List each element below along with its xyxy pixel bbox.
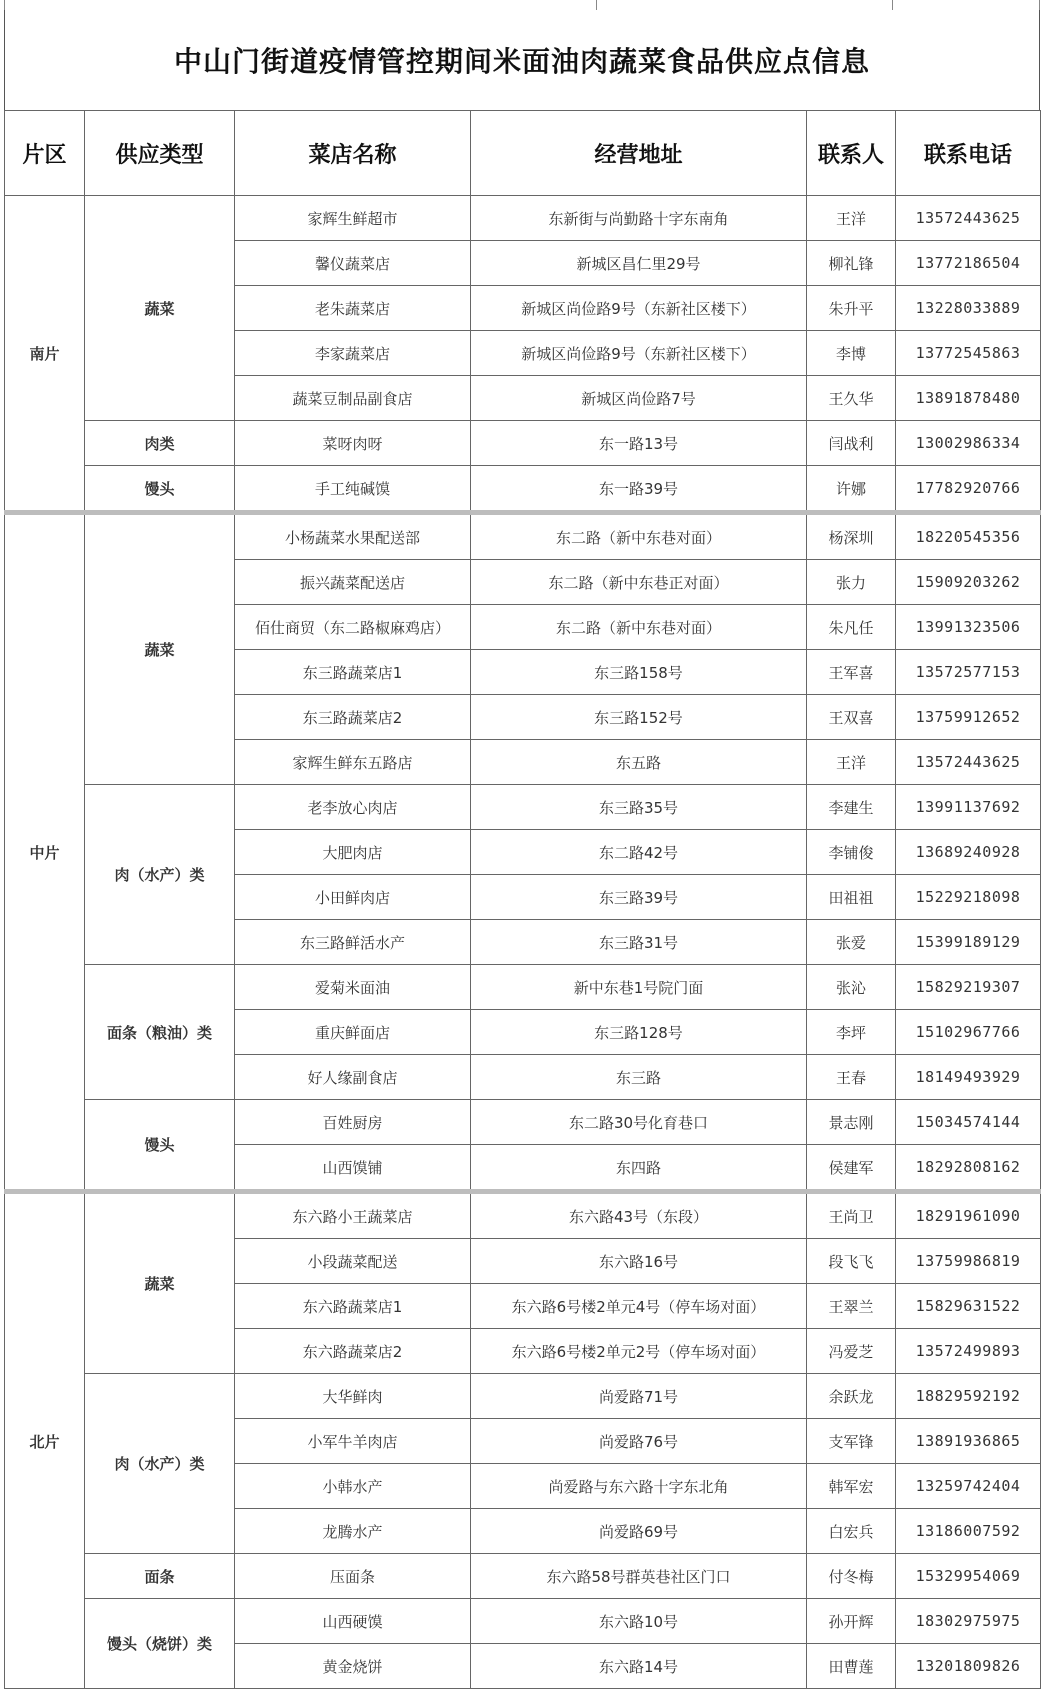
contact-cell: 付冬梅 (807, 1554, 896, 1599)
shop-name-cell: 小杨蔬菜水果配送部 (235, 513, 471, 560)
supply-type-cell: 蔬菜 (85, 196, 235, 421)
shop-name-cell: 手工纯碱馍 (235, 466, 471, 513)
page-title: 中山门街道疫情管控期间米面油肉蔬菜食品供应点信息 (173, 45, 870, 78)
address-cell: 东六路6号楼2单元2号（停车场对面） (471, 1329, 807, 1374)
shop-name-cell: 龙腾水产 (235, 1509, 471, 1554)
table-row (5, 196, 1041, 241)
contact-cell: 支军锋 (807, 1419, 896, 1464)
shop-name-cell: 家辉生鲜超市 (235, 196, 471, 241)
shop-name-cell: 李家蔬菜店 (235, 331, 471, 376)
table-row (5, 1554, 1041, 1599)
table-row (5, 1192, 1041, 1239)
phone-cell: 18829592192 (896, 1374, 1041, 1419)
shop-name-cell: 大肥肉店 (235, 830, 471, 875)
header-shop: 菜店名称 (235, 111, 471, 196)
address-cell: 新城区尚俭路7号 (471, 376, 807, 421)
contact-cell: 余跃龙 (807, 1374, 896, 1419)
shop-name-cell: 山西硬馍 (235, 1599, 471, 1644)
address-cell: 东六路16号 (471, 1239, 807, 1284)
shop-name-cell: 馨仪蔬菜店 (235, 241, 471, 286)
supply-type-cell: 面条 (85, 1554, 235, 1599)
phone-cell: 18220545356 (896, 513, 1041, 560)
contact-cell: 白宏兵 (807, 1509, 896, 1554)
address-cell: 东六路6号楼2单元4号（停车场对面） (471, 1284, 807, 1329)
shop-name-cell: 好人缘副食店 (235, 1055, 471, 1100)
contact-cell: 杨深圳 (807, 513, 896, 560)
phone-cell: 13572577153 (896, 650, 1041, 695)
top-border-tick (596, 0, 597, 10)
supply-type-cell: 馒头（烧饼）类 (85, 1599, 235, 1689)
phone-cell: 13991137692 (896, 785, 1041, 830)
address-cell: 东三路128号 (471, 1010, 807, 1055)
address-cell: 东二路（新中东巷对面） (471, 513, 807, 560)
contact-cell: 李坪 (807, 1010, 896, 1055)
title-box (4, 10, 1040, 110)
shop-name-cell: 东三路蔬菜店2 (235, 695, 471, 740)
phone-cell: 15829631522 (896, 1284, 1041, 1329)
phone-cell: 18302975975 (896, 1599, 1041, 1644)
shop-name-cell: 东三路鲜活水产 (235, 920, 471, 965)
address-cell: 东三路 (471, 1055, 807, 1100)
contact-cell: 张力 (807, 560, 896, 605)
phone-cell: 15399189129 (896, 920, 1041, 965)
phone-cell: 13186007592 (896, 1509, 1041, 1554)
phone-cell: 15329954069 (896, 1554, 1041, 1599)
address-cell: 东三路35号 (471, 785, 807, 830)
address-cell: 东二路（新中东巷正对面） (471, 560, 807, 605)
supply-type-cell: 肉类 (85, 421, 235, 466)
area-cell: 南片 (5, 196, 85, 513)
supply-type-cell: 肉（水产）类 (85, 785, 235, 965)
header-row (5, 111, 1041, 196)
address-cell: 东二路30号化育巷口 (471, 1100, 807, 1145)
address-cell: 新中东巷1号院门面 (471, 965, 807, 1010)
shop-name-cell: 东六路蔬菜店1 (235, 1284, 471, 1329)
address-cell: 东一路39号 (471, 466, 807, 513)
top-border-tick (4, 0, 5, 10)
phone-cell: 13201809826 (896, 1644, 1041, 1689)
address-cell: 尚爱路69号 (471, 1509, 807, 1554)
shop-name-cell: 山西馍铺 (235, 1145, 471, 1192)
phone-cell: 15034574144 (896, 1100, 1041, 1145)
table-row (5, 513, 1041, 560)
supply-table (4, 110, 1041, 1689)
shop-name-cell: 家辉生鲜东五路店 (235, 740, 471, 785)
address-cell: 尚爱路76号 (471, 1419, 807, 1464)
shop-name-cell: 东六路蔬菜店2 (235, 1329, 471, 1374)
phone-cell: 15102967766 (896, 1010, 1041, 1055)
contact-cell: 张爱 (807, 920, 896, 965)
header-address: 经营地址 (471, 111, 807, 196)
contact-cell: 闫战利 (807, 421, 896, 466)
address-cell: 东六路14号 (471, 1644, 807, 1689)
supply-type-cell: 馒头 (85, 1100, 235, 1192)
shop-name-cell: 大华鲜肉 (235, 1374, 471, 1419)
phone-cell: 15909203262 (896, 560, 1041, 605)
contact-cell: 韩军宏 (807, 1464, 896, 1509)
shop-name-cell: 菜呀肉呀 (235, 421, 471, 466)
phone-cell: 13759986819 (896, 1239, 1041, 1284)
address-cell: 新城区尚俭路9号（东新社区楼下） (471, 286, 807, 331)
shop-name-cell: 小田鲜肉店 (235, 875, 471, 920)
phone-cell: 13689240928 (896, 830, 1041, 875)
phone-cell: 13759912652 (896, 695, 1041, 740)
address-cell: 东六路58号群英巷社区门口 (471, 1554, 807, 1599)
phone-cell: 13572499893 (896, 1329, 1041, 1374)
phone-cell: 13772545863 (896, 331, 1041, 376)
phone-cell: 13572443625 (896, 740, 1041, 785)
shop-name-cell: 东三路蔬菜店1 (235, 650, 471, 695)
contact-cell: 李建生 (807, 785, 896, 830)
header-type: 供应类型 (85, 111, 235, 196)
table-row (5, 466, 1041, 513)
supply-type-cell: 蔬菜 (85, 1192, 235, 1374)
contact-cell: 孙开辉 (807, 1599, 896, 1644)
shop-name-cell: 东六路小王蔬菜店 (235, 1192, 471, 1239)
contact-cell: 王久华 (807, 376, 896, 421)
contact-cell: 朱升平 (807, 286, 896, 331)
contact-cell: 田曹莲 (807, 1644, 896, 1689)
address-cell: 东一路13号 (471, 421, 807, 466)
address-cell: 东二路42号 (471, 830, 807, 875)
address-cell: 东三路39号 (471, 875, 807, 920)
phone-cell: 13572443625 (896, 196, 1041, 241)
shop-name-cell: 重庆鲜面店 (235, 1010, 471, 1055)
phone-cell: 15829219307 (896, 965, 1041, 1010)
table-row (5, 1374, 1041, 1419)
supply-type-cell: 蔬菜 (85, 513, 235, 785)
contact-cell: 柳礼锋 (807, 241, 896, 286)
contact-cell: 王军喜 (807, 650, 896, 695)
area-cell: 中片 (5, 513, 85, 1192)
contact-cell: 李博 (807, 331, 896, 376)
contact-cell: 王春 (807, 1055, 896, 1100)
phone-cell: 18149493929 (896, 1055, 1041, 1100)
phone-cell: 13259742404 (896, 1464, 1041, 1509)
phone-cell: 13891936865 (896, 1419, 1041, 1464)
phone-cell: 13002986334 (896, 421, 1041, 466)
shop-name-cell: 百姓厨房 (235, 1100, 471, 1145)
address-cell: 东三路31号 (471, 920, 807, 965)
address-cell: 东六路10号 (471, 1599, 807, 1644)
address-cell: 东四路 (471, 1145, 807, 1192)
header-area: 片区 (5, 111, 85, 196)
address-cell: 东五路 (471, 740, 807, 785)
phone-cell: 18291961090 (896, 1192, 1041, 1239)
supply-type-cell: 肉（水产）类 (85, 1374, 235, 1554)
address-cell: 东二路（新中东巷对面） (471, 605, 807, 650)
shop-name-cell: 老朱蔬菜店 (235, 286, 471, 331)
contact-cell: 朱凡任 (807, 605, 896, 650)
shop-name-cell: 爱菊米面油 (235, 965, 471, 1010)
contact-cell: 李铺俊 (807, 830, 896, 875)
shop-name-cell: 压面条 (235, 1554, 471, 1599)
address-cell: 新城区昌仁里29号 (471, 241, 807, 286)
table-row (5, 785, 1041, 830)
phone-cell: 18292808162 (896, 1145, 1041, 1192)
shop-name-cell: 小军牛羊肉店 (235, 1419, 471, 1464)
contact-cell: 景志刚 (807, 1100, 896, 1145)
phone-cell: 17782920766 (896, 466, 1041, 513)
contact-cell: 王尚卫 (807, 1192, 896, 1239)
contact-cell: 侯建军 (807, 1145, 896, 1192)
area-cell: 北片 (5, 1192, 85, 1689)
address-cell: 东新街与尚勤路十字东南角 (471, 196, 807, 241)
phone-cell: 13772186504 (896, 241, 1041, 286)
address-cell: 新城区尚俭路9号（东新社区楼下） (471, 331, 807, 376)
contact-cell: 冯爱芝 (807, 1329, 896, 1374)
shop-name-cell: 蔬菜豆制品副食店 (235, 376, 471, 421)
table-row (5, 1599, 1041, 1644)
shop-name-cell: 老李放心肉店 (235, 785, 471, 830)
phone-cell: 13991323506 (896, 605, 1041, 650)
phone-cell: 13891878480 (896, 376, 1041, 421)
shop-name-cell: 佰仕商贸（东二路椒麻鸡店） (235, 605, 471, 650)
supply-type-cell: 面条（粮油）类 (85, 965, 235, 1100)
contact-cell: 张沁 (807, 965, 896, 1010)
shop-name-cell: 小段蔬菜配送 (235, 1239, 471, 1284)
contact-cell: 王洋 (807, 740, 896, 785)
phone-cell: 15229218098 (896, 875, 1041, 920)
contact-cell: 田祖祖 (807, 875, 896, 920)
contact-cell: 王双喜 (807, 695, 896, 740)
address-cell: 尚爱路71号 (471, 1374, 807, 1419)
header-phone: 联系电话 (896, 111, 1041, 196)
shop-name-cell: 振兴蔬菜配送店 (235, 560, 471, 605)
table-row (5, 421, 1041, 466)
contact-cell: 王洋 (807, 196, 896, 241)
contact-cell: 许娜 (807, 466, 896, 513)
header-contact: 联系人 (807, 111, 896, 196)
contact-cell: 段飞飞 (807, 1239, 896, 1284)
top-border-tick (1039, 0, 1040, 10)
supply-type-cell: 馒头 (85, 466, 235, 513)
shop-name-cell: 黄金烧饼 (235, 1644, 471, 1689)
address-cell: 东三路152号 (471, 695, 807, 740)
table-body (5, 196, 1041, 1689)
address-cell: 尚爱路与东六路十字东北角 (471, 1464, 807, 1509)
phone-cell: 13228033889 (896, 286, 1041, 331)
table-row (5, 965, 1041, 1010)
top-border-tick (892, 0, 893, 10)
shop-name-cell: 小韩水产 (235, 1464, 471, 1509)
address-cell: 东三路158号 (471, 650, 807, 695)
address-cell: 东六路43号（东段） (471, 1192, 807, 1239)
table-row (5, 1100, 1041, 1145)
contact-cell: 王翠兰 (807, 1284, 896, 1329)
